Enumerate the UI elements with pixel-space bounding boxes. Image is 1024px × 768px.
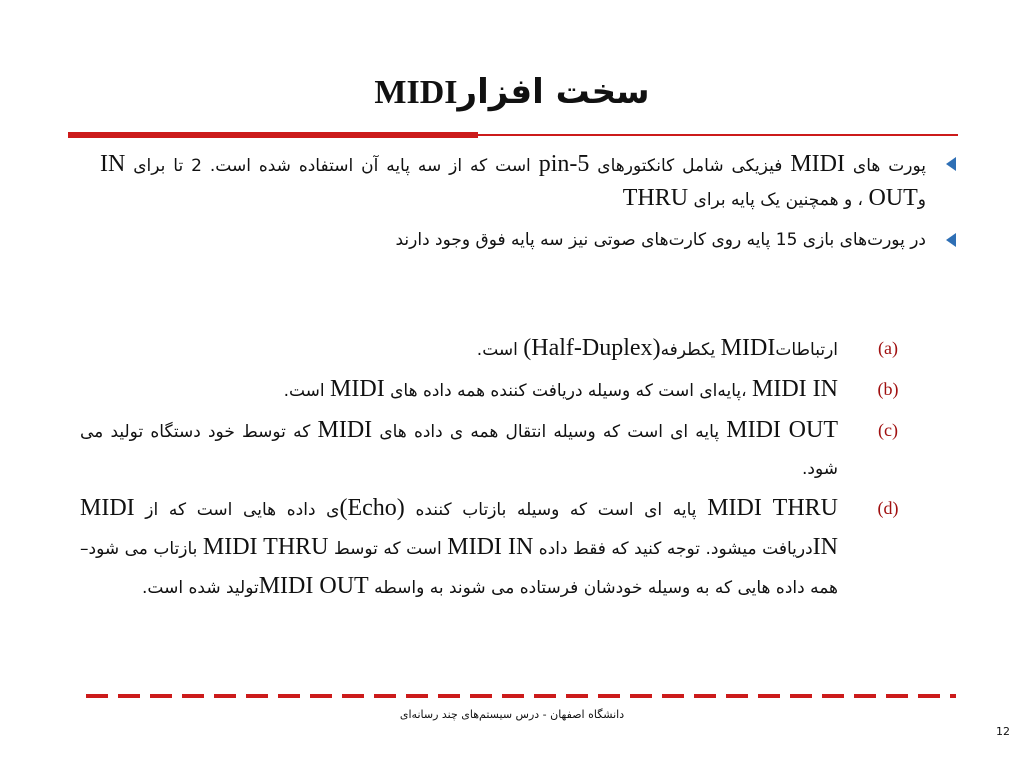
latin-term: MIDI <box>790 151 845 177</box>
latin-term: OUT <box>868 185 918 211</box>
latin-term: (Half-Duplex) <box>523 335 661 361</box>
bullet-item <box>100 148 956 216</box>
latin-term: MIDI IN <box>447 534 534 560</box>
text-run: در پورت‌های بازی 15 پایه روی کارت‌های صوتی نیز سه پایه فوق وجود دارند <box>395 230 926 250</box>
title-underline <box>68 132 958 138</box>
latin-term: THRU <box>622 185 689 211</box>
text-run: یکطرفه <box>660 340 721 360</box>
text-run: ،پایه‌ای است که وسیله دریافت کننده همه داده های <box>384 381 753 401</box>
text-run: ، و همچنین یک پایه برای <box>688 190 869 210</box>
text-run: ی داده هایی است که از <box>134 500 340 520</box>
item-letter: (b) <box>877 379 899 399</box>
latin-term: MIDI IN <box>752 376 838 402</box>
text-run: بازتاب می شود– همه داده هایی که به وسیله خودشان فرستاده می شوند به واسطه <box>80 539 838 598</box>
slide-title-fa: سخت افزار <box>457 72 650 112</box>
latin-term: MIDI IN <box>80 495 838 560</box>
text-run: تولید شده است. <box>142 578 259 598</box>
bullet-arrow-icon <box>946 157 956 171</box>
midi-port-list <box>80 330 908 609</box>
latin-term: MIDI THRU <box>202 534 329 560</box>
text-run: دریافت میشود. توجه کنید که فقط داده <box>533 539 813 559</box>
footer-dashed-rule <box>86 694 956 698</box>
bullet-list <box>100 148 956 264</box>
item-letter: (a) <box>878 338 898 358</box>
latin-term: MIDI OUT <box>258 573 369 599</box>
footer-text: دانشگاه اصفهان - درس سیستم‌های چند رسانه‌ای <box>399 708 625 721</box>
latin-term: MIDI <box>720 335 776 361</box>
text-run: است که از سه پایه آن استفاده شده است. 2 تا برای <box>125 156 539 176</box>
bullet-arrow-icon <box>946 233 956 247</box>
text-run: ارتباطات <box>775 340 838 360</box>
lettered-item <box>80 330 908 369</box>
text-run: است. <box>476 340 524 360</box>
latin-term: MIDI <box>330 376 385 402</box>
latin-term: MIDI THRU <box>707 495 838 521</box>
text-run: که توسط خود دستگاه تولید می شود. <box>80 422 838 479</box>
latin-term: IN <box>100 151 126 177</box>
lettered-item <box>80 490 908 607</box>
item-letter: (d) <box>877 498 899 518</box>
slide-title-en: MIDI <box>374 74 458 111</box>
page-number: 12 <box>996 725 1010 738</box>
text-run: و <box>917 190 926 210</box>
text-run: است که توسط <box>328 539 448 559</box>
title-underline-thick <box>68 132 478 138</box>
latin-term: MIDI OUT <box>726 417 839 443</box>
text-run: پورت های <box>844 156 926 176</box>
lettered-item <box>80 371 908 410</box>
latin-term: 5-pin <box>538 151 590 177</box>
text-run: پایه ای است که وسیله انتقال همه ی داده های <box>372 422 727 442</box>
latin-term: (Echo) <box>339 495 405 521</box>
item-letter: (c) <box>878 420 898 440</box>
title-underline-thin <box>478 134 958 136</box>
text-run: فیزیکی شامل کانکتورهای <box>589 156 791 176</box>
text-run: است. <box>283 381 331 401</box>
latin-term: MIDI <box>317 417 373 443</box>
bullet-item <box>100 224 956 256</box>
slide-title <box>0 68 1024 117</box>
lettered-item <box>80 412 908 488</box>
text-run: پایه ای است که وسیله بازتاب کننده <box>404 500 708 520</box>
